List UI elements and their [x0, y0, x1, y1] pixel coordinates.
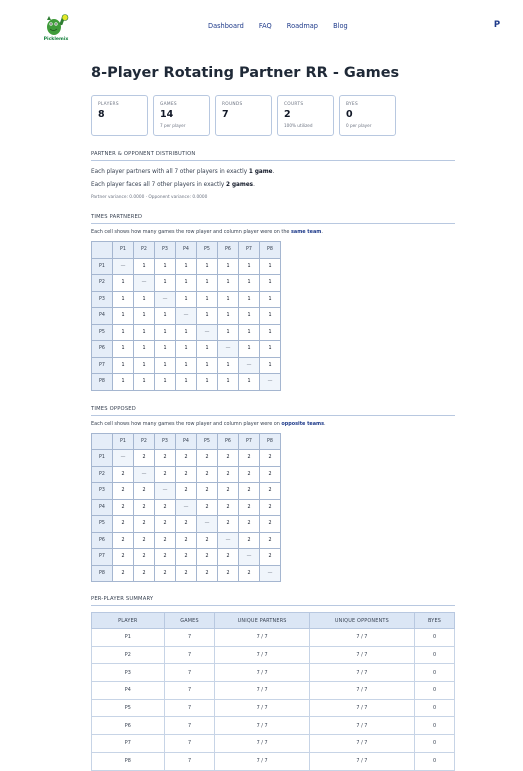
matrix-row-header: P7	[92, 357, 113, 374]
matrix-cell: —	[113, 450, 134, 467]
stat-label: BYES	[346, 102, 358, 107]
matrix-cell: —	[134, 275, 155, 292]
brand-name: Picklemix	[43, 37, 69, 42]
table-row	[92, 752, 455, 770]
brand-logo[interactable]	[40, 14, 72, 42]
text-fragment: Each cell shows how many games the row player and column player were on	[91, 420, 282, 427]
stat-label: COURTS	[284, 102, 304, 107]
matrix-cell: —	[176, 499, 197, 516]
matrix-cell: 2	[197, 549, 218, 566]
matrix-cell: 2	[218, 466, 239, 483]
matrix-cell: —	[260, 565, 281, 582]
matrix-cell: 1	[134, 291, 155, 308]
matrix-column-header: P2	[134, 242, 155, 259]
table-cell: 0	[415, 646, 455, 664]
page-title: 8-Player Rotating Partner RR - Games	[91, 65, 400, 81]
matrix-row	[92, 565, 281, 582]
matrix-corner-cell	[92, 242, 113, 259]
matrix-cell: 1	[134, 357, 155, 374]
matrix-row-header: P8	[92, 565, 113, 582]
matrix-cell: —	[197, 516, 218, 533]
table-row	[92, 664, 455, 682]
matrix-cell: 2	[113, 466, 134, 483]
matrix-row	[92, 516, 281, 533]
text-fragment: Each cell shows how many games the row player and column player were on the	[91, 229, 291, 235]
table-cell: P3	[92, 664, 165, 682]
table-cell: 0	[415, 699, 455, 717]
matrix-cell: 2	[239, 499, 260, 516]
stat-card-rounds	[215, 95, 272, 136]
matrix-row	[92, 324, 281, 341]
text-bold: 2 games	[226, 182, 254, 188]
matrix-cell: 1	[218, 324, 239, 341]
matrix-column-header: P2	[134, 433, 155, 450]
table-row	[92, 717, 455, 735]
table-cell: 0	[415, 735, 455, 753]
matrix-cell: —	[218, 532, 239, 549]
matrix-cell: —	[197, 324, 218, 341]
matrix-cell: 2	[113, 483, 134, 500]
matrix-cell: 1	[134, 258, 155, 275]
table-cell: 7 / 7	[309, 682, 414, 700]
matrix-cell: 1	[176, 275, 197, 292]
matrix-header-row	[92, 242, 281, 259]
matrix-column-header: P5	[197, 242, 218, 259]
stat-value: 2	[284, 109, 291, 120]
matrix-cell: 2	[218, 516, 239, 533]
matrix-cell: 1	[113, 308, 134, 325]
matrix-cell: 2	[218, 565, 239, 582]
table-cell: P6	[92, 717, 165, 735]
matrix-cell: 2	[197, 499, 218, 516]
table-cell: 7 / 7	[215, 717, 309, 735]
matrix-column-header: P7	[239, 433, 260, 450]
table-cell: 7 / 7	[309, 629, 414, 647]
matrix-cell: 2	[239, 483, 260, 500]
matrix-column-header: P6	[218, 242, 239, 259]
matrix-cell: 2	[134, 549, 155, 566]
matrix-cell: 2	[134, 483, 155, 500]
matrix-column-header: P6	[218, 433, 239, 450]
matrix-cell: 2	[218, 450, 239, 467]
user-avatar[interactable]: P	[493, 20, 501, 30]
matrix-cell: 1	[176, 291, 197, 308]
matrix-cell: —	[218, 341, 239, 358]
table-cell: 7	[164, 664, 215, 682]
table-row	[92, 629, 455, 647]
summary-column-header: UNIQUE OPPONENTS	[309, 613, 414, 629]
matrix-cell: 2	[239, 565, 260, 582]
text-fragment: .	[253, 182, 255, 188]
summary-section-title: PER-PLAYER SUMMARY	[91, 596, 455, 606]
opposed-section-title: TIMES OPPOSED	[91, 406, 455, 416]
matrix-cell: 1	[260, 357, 281, 374]
table-cell: 0	[415, 629, 455, 647]
text-bold: 1 game	[248, 169, 273, 175]
matrix-cell: 1	[197, 374, 218, 391]
stat-card-players	[91, 95, 148, 136]
matrix-cell: 1	[218, 308, 239, 325]
matrix-cell: 1	[113, 357, 134, 374]
matrix-cell: 1	[113, 275, 134, 292]
table-cell: 7	[164, 735, 215, 753]
matrix-cell: 1	[155, 341, 176, 358]
top-nav	[0, 0, 523, 54]
table-cell: P7	[92, 735, 165, 753]
matrix-cell: 2	[155, 532, 176, 549]
partner-distribution-text	[91, 169, 455, 175]
matrix-row	[92, 483, 281, 500]
matrix-cell: 2	[155, 466, 176, 483]
matrix-cell: 2	[134, 565, 155, 582]
matrix-cell: 2	[260, 549, 281, 566]
opposed-description	[91, 421, 455, 427]
table-cell: P4	[92, 682, 165, 700]
matrix-cell: 1	[113, 374, 134, 391]
stat-card-courts	[277, 95, 334, 136]
matrix-cell: 1	[155, 374, 176, 391]
matrix-cell: 2	[155, 516, 176, 533]
table-cell: 7	[164, 699, 215, 717]
stat-sub: 100% utilized	[284, 123, 313, 128]
matrix-cell: 1	[239, 258, 260, 275]
distribution-section-title: PARTNER & OPPONENT DISTRIBUTION	[91, 151, 455, 161]
stat-value: 8	[98, 109, 105, 120]
matrix-cell: 2	[134, 499, 155, 516]
table-row	[92, 646, 455, 664]
matrix-cell: 1	[113, 291, 134, 308]
matrix-cell: 1	[197, 291, 218, 308]
table-cell: 7	[164, 682, 215, 700]
matrix-cell: 2	[113, 565, 134, 582]
variance-text: Partner variance: 0.0000 · Opponent variance: 0.0000	[91, 195, 208, 200]
matrix-cell: 1	[260, 291, 281, 308]
matrix-row	[92, 374, 281, 391]
matrix-cell: 1	[218, 258, 239, 275]
text-fragment: .	[324, 420, 326, 427]
matrix-cell: 1	[155, 258, 176, 275]
stat-value: 14	[160, 109, 174, 120]
matrix-cell: —	[134, 466, 155, 483]
matrix-cell: 2	[239, 450, 260, 467]
matrix-cell: 2	[134, 516, 155, 533]
matrix-cell: 1	[155, 308, 176, 325]
table-cell: 0	[415, 717, 455, 735]
matrix-cell: 2	[239, 516, 260, 533]
matrix-row-header: P5	[92, 324, 113, 341]
matrix-cell: 2	[176, 532, 197, 549]
matrix-cell: —	[113, 258, 134, 275]
matrix-cell: 2	[176, 450, 197, 467]
table-cell: 0	[415, 682, 455, 700]
matrix-column-header: P7	[239, 242, 260, 259]
table-cell: 7 / 7	[309, 735, 414, 753]
matrix-cell: 2	[218, 483, 239, 500]
matrix-cell: —	[239, 549, 260, 566]
text-bold: opposite teams	[281, 420, 325, 427]
table-cell: 7 / 7	[215, 664, 309, 682]
matrix-cell: 2	[260, 499, 281, 516]
matrix-cell: 2	[113, 516, 134, 533]
matrix-cell: 2	[155, 499, 176, 516]
matrix-cell: 2	[260, 516, 281, 533]
matrix-cell: 2	[197, 483, 218, 500]
matrix-column-header: P3	[155, 433, 176, 450]
matrix-column-header: P5	[197, 433, 218, 450]
matrix-cell: 2	[260, 532, 281, 549]
matrix-column-header: P4	[176, 242, 197, 259]
matrix-column-header: P1	[113, 433, 134, 450]
table-cell: P8	[92, 752, 165, 770]
matrix-cell: 2	[176, 483, 197, 500]
matrix-cell: 2	[113, 549, 134, 566]
nav-links	[208, 22, 361, 30]
matrix-cell: 1	[176, 341, 197, 358]
matrix-column-header: P3	[155, 242, 176, 259]
summary-column-header: BYES	[415, 613, 455, 629]
table-cell: 7 / 7	[309, 717, 414, 735]
matrix-cell: 1	[260, 258, 281, 275]
matrix-cell: 1	[218, 374, 239, 391]
table-cell: 7 / 7	[215, 699, 309, 717]
matrix-row-header: P5	[92, 516, 113, 533]
matrix-row	[92, 258, 281, 275]
matrix-cell: 1	[176, 324, 197, 341]
matrix-cell: 2	[260, 483, 281, 500]
table-cell: P2	[92, 646, 165, 664]
stats-row	[91, 95, 455, 136]
matrix-cell: 2	[239, 466, 260, 483]
matrix-header-row	[92, 433, 281, 450]
nav-blog-link[interactable]: Blog	[333, 22, 348, 30]
partnered-section-title: TIMES PARTNERED	[91, 214, 455, 224]
table-cell: 7	[164, 629, 215, 647]
nav-dashboard-link[interactable]: Dashboard	[208, 22, 244, 30]
table-cell: 7 / 7	[215, 646, 309, 664]
opponent-distribution-text	[91, 182, 455, 188]
matrix-cell: 1	[239, 275, 260, 292]
matrix-row	[92, 532, 281, 549]
nav-roadmap-link[interactable]: Roadmap	[286, 22, 318, 30]
matrix-cell: 1	[197, 258, 218, 275]
stat-card-games	[153, 95, 210, 136]
matrix-row-header: P4	[92, 308, 113, 325]
matrix-cell: 1	[176, 258, 197, 275]
nav-faq-link[interactable]: FAQ	[258, 22, 272, 30]
matrix-cell: 2	[197, 466, 218, 483]
matrix-cell: 2	[155, 565, 176, 582]
table-cell: 7 / 7	[309, 664, 414, 682]
partnered-description	[91, 229, 455, 235]
matrix-cell: 2	[155, 450, 176, 467]
matrix-column-header: P8	[260, 433, 281, 450]
matrix-cell: 1	[155, 275, 176, 292]
table-cell: P1	[92, 629, 165, 647]
matrix-cell: —	[155, 483, 176, 500]
matrix-cell: 2	[155, 549, 176, 566]
matrix-cell: 2	[176, 516, 197, 533]
matrix-row	[92, 341, 281, 358]
matrix-cell: 1	[260, 275, 281, 292]
matrix-cell: 1	[134, 324, 155, 341]
matrix-cell: 2	[197, 532, 218, 549]
matrix-cell: 1	[218, 357, 239, 374]
table-cell: 7 / 7	[215, 629, 309, 647]
matrix-row-header: P6	[92, 341, 113, 358]
matrix-row-header: P8	[92, 374, 113, 391]
matrix-cell: 2	[260, 450, 281, 467]
matrix-cell: —	[176, 308, 197, 325]
matrix-cell: 2	[113, 532, 134, 549]
stat-label: PLAYERS	[98, 102, 119, 107]
matrix-cell: —	[155, 291, 176, 308]
table-cell: 7 / 7	[309, 699, 414, 717]
matrix-row	[92, 357, 281, 374]
table-cell: 7 / 7	[215, 735, 309, 753]
matrix-cell: 1	[176, 357, 197, 374]
matrix-cell: 2	[176, 565, 197, 582]
table-row	[92, 699, 455, 717]
text-fragment: .	[272, 169, 275, 175]
matrix-row	[92, 549, 281, 566]
matrix-cell: 2	[218, 549, 239, 566]
matrix-cell: 1	[176, 374, 197, 391]
matrix-cell: 1	[197, 357, 218, 374]
partnered-matrix	[91, 241, 281, 391]
matrix-row-header: P6	[92, 532, 113, 549]
matrix-row	[92, 308, 281, 325]
matrix-cell: 1	[239, 374, 260, 391]
matrix-cell: 1	[239, 341, 260, 358]
text-fragment: Each player faces all 7 other players in exactly	[91, 182, 227, 188]
matrix-cell: 1	[260, 324, 281, 341]
table-cell: 7	[164, 752, 215, 770]
matrix-cell: 1	[197, 275, 218, 292]
matrix-cell: 1	[239, 291, 260, 308]
matrix-row-header: P2	[92, 466, 113, 483]
matrix-cell: 1	[134, 341, 155, 358]
table-cell: 0	[415, 752, 455, 770]
matrix-cell: —	[239, 357, 260, 374]
stat-sub: 0 per player	[346, 123, 372, 128]
matrix-row	[92, 291, 281, 308]
matrix-cell: 1	[134, 308, 155, 325]
stat-label: ROUNDS	[222, 102, 243, 107]
matrix-row-header: P1	[92, 258, 113, 275]
summary-column-header: PLAYER	[92, 613, 165, 629]
matrix-column-header: P4	[176, 433, 197, 450]
matrix-row	[92, 450, 281, 467]
matrix-cell: 1	[218, 275, 239, 292]
matrix-cell: 1	[197, 341, 218, 358]
stat-value: 0	[346, 109, 353, 120]
table-cell: 7 / 7	[309, 752, 414, 770]
matrix-row-header: P4	[92, 499, 113, 516]
matrix-cell: 1	[113, 341, 134, 358]
matrix-cell: 1	[113, 324, 134, 341]
matrix-corner-cell	[92, 433, 113, 450]
summary-column-header: GAMES	[164, 613, 215, 629]
pickle-mascot-icon	[43, 14, 69, 36]
matrix-cell: 2	[239, 532, 260, 549]
matrix-row-header: P7	[92, 549, 113, 566]
matrix-cell: 1	[239, 324, 260, 341]
matrix-row	[92, 499, 281, 516]
matrix-column-header: P8	[260, 242, 281, 259]
matrix-cell: 2	[197, 450, 218, 467]
matrix-cell: 2	[260, 466, 281, 483]
matrix-cell: 1	[260, 308, 281, 325]
opposed-matrix	[91, 433, 281, 583]
matrix-cell: 2	[134, 532, 155, 549]
matrix-cell: 2	[197, 565, 218, 582]
matrix-cell: —	[260, 374, 281, 391]
matrix-cell: 2	[218, 499, 239, 516]
stat-sub: 7 per player	[160, 123, 186, 128]
matrix-cell: 2	[113, 499, 134, 516]
per-player-summary-table	[91, 612, 455, 771]
matrix-row	[92, 275, 281, 292]
table-row	[92, 682, 455, 700]
matrix-row-header: P3	[92, 483, 113, 500]
table-cell: 7 / 7	[309, 646, 414, 664]
matrix-row-header: P3	[92, 291, 113, 308]
matrix-cell: 1	[155, 324, 176, 341]
text-fragment: .	[321, 229, 323, 235]
matrix-cell: 1	[197, 308, 218, 325]
table-cell: 7 / 7	[215, 682, 309, 700]
table-cell: 7 / 7	[215, 752, 309, 770]
matrix-cell: 1	[239, 308, 260, 325]
summary-column-header: UNIQUE PARTNERS	[215, 613, 309, 629]
matrix-cell: 2	[176, 549, 197, 566]
table-row	[92, 735, 455, 753]
matrix-cell: 1	[260, 341, 281, 358]
matrix-cell: 1	[155, 357, 176, 374]
matrix-row	[92, 466, 281, 483]
table-cell: 7	[164, 717, 215, 735]
summary-header-row	[92, 613, 455, 629]
stat-card-byes	[339, 95, 396, 136]
text-fragment: Each player partners with all 7 other players in exactly	[91, 169, 249, 175]
matrix-cell: 1	[134, 374, 155, 391]
table-cell: 0	[415, 664, 455, 682]
matrix-row-header: P2	[92, 275, 113, 292]
stat-label: GAMES	[160, 102, 177, 107]
stat-value: 7	[222, 109, 229, 120]
matrix-column-header: P1	[113, 242, 134, 259]
table-cell: P5	[92, 699, 165, 717]
text-bold: same team	[290, 229, 322, 235]
matrix-cell: 1	[218, 291, 239, 308]
matrix-row-header: P1	[92, 450, 113, 467]
main-content	[91, 62, 455, 771]
table-cell: 7	[164, 646, 215, 664]
matrix-cell: 2	[176, 466, 197, 483]
matrix-cell: 2	[134, 450, 155, 467]
